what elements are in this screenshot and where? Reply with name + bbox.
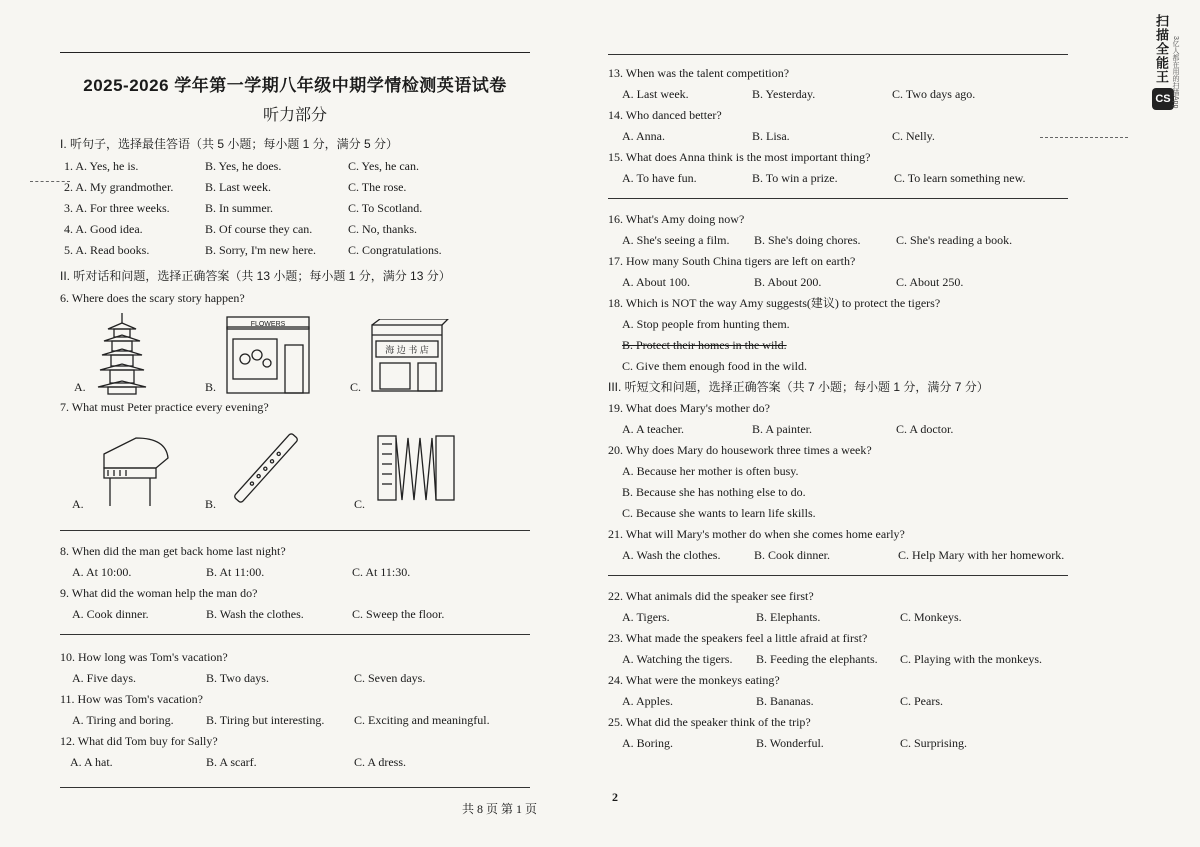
q23-question: 23. What made the speakers feel a little afraid at first? xyxy=(608,631,868,645)
left-margin-dash-line xyxy=(30,181,70,182)
q7-label-c: C. xyxy=(354,497,366,511)
q21-options xyxy=(608,545,1068,566)
q7-option-b xyxy=(205,418,325,512)
q21-option-c: C. Help Mary with her homework. xyxy=(898,548,1065,562)
q23-option-a: A. Watching the tigers. xyxy=(622,652,733,666)
q12-options xyxy=(60,752,530,773)
q24-option-a: A. Apples. xyxy=(622,694,673,708)
q4-option-c: C. No, thanks. xyxy=(348,222,417,236)
q12-option-c: C. A dress. xyxy=(354,755,407,769)
scanner-name: 扫描全能王 xyxy=(1154,14,1169,84)
q6-option-c xyxy=(350,309,470,395)
q21-option-b: B. Cook dinner. xyxy=(754,548,831,562)
scanner-watermark xyxy=(1152,14,1179,110)
q1-row xyxy=(60,156,530,177)
q17-option-a: A. About 100. xyxy=(622,275,691,289)
q19-question: 19. What does Mary's mother do? xyxy=(608,401,770,415)
page-number: 2 xyxy=(612,790,618,804)
q20-option-b: B. Because she has nothing else to do. xyxy=(622,485,806,499)
q25-option-c: C. Surprising. xyxy=(900,736,968,750)
q7-pictures xyxy=(60,418,530,512)
q11-option-a: A. Tiring and boring. xyxy=(72,713,174,727)
q12-question: 12. What did Tom buy for Sally? xyxy=(60,734,218,748)
q21-option-a: A. Wash the clothes. xyxy=(622,548,721,562)
q6-option-a xyxy=(60,309,170,395)
recorder-image xyxy=(221,426,311,510)
q15-options xyxy=(608,168,1068,189)
section-1-heading: I. 听句子，选择最佳答语（共 5 小题；每小题 1 分，满分 5 分） xyxy=(60,137,399,151)
q14-option-a: A. Anna. xyxy=(622,129,665,143)
q13-question: 13. When was the talent competition? xyxy=(608,66,790,80)
top-rule xyxy=(60,52,530,53)
q8-option-b: B. At 11:00. xyxy=(206,565,265,579)
q10-option-a: A. Five days. xyxy=(72,671,136,685)
q14-option-b: B. Lisa. xyxy=(752,129,790,143)
q20-option-a: A. Because her mother is often busy. xyxy=(622,464,799,478)
q9-option-b: B. Wash the clothes. xyxy=(206,607,304,621)
q16-question: 16. What's Amy doing now? xyxy=(608,212,745,226)
q23-options xyxy=(608,649,1068,670)
q23-option-c: C. Playing with the monkeys. xyxy=(900,652,1042,666)
q17-option-b: B. About 200. xyxy=(754,275,822,289)
q19-option-b: B. A painter. xyxy=(752,422,812,436)
q17-question: 17. How many South China tigers are left on earth? xyxy=(608,254,856,268)
q19-options xyxy=(608,419,1068,440)
q6-label-c: C. xyxy=(350,380,362,394)
accordion-image xyxy=(376,430,456,506)
page-footer: 共 8 页 第 1 页 xyxy=(462,802,538,816)
q3-option-b: B. In summer. xyxy=(205,201,273,215)
q10-option-c: C. Seven days. xyxy=(354,671,426,685)
q17-options xyxy=(608,272,1068,293)
q3-option-a: 3. A. For three weeks. xyxy=(64,201,170,215)
bookstore-image xyxy=(370,319,454,395)
q8-option-a: A. At 10:00. xyxy=(72,565,132,579)
q16-options xyxy=(608,230,1068,251)
q8-question: 8. When did the man get back home last night? xyxy=(60,544,286,558)
q6-pictures xyxy=(60,309,530,395)
q5-option-c: C. Congratulations. xyxy=(348,243,442,257)
q18-option-a: A. Stop people from hunting them. xyxy=(622,317,790,331)
q19-option-a: A. A teacher. xyxy=(622,422,684,436)
q1-option-c: C. Yes, he can. xyxy=(348,159,419,173)
q4-row xyxy=(60,219,530,240)
q9-question: 9. What did the woman help the man do? xyxy=(60,586,258,600)
q16-option-b: B. She's doing chores. xyxy=(754,233,861,247)
scanner-tagline: 3亿人都在用的扫描App xyxy=(1172,36,1179,109)
q25-option-b: B. Wonderful. xyxy=(756,736,824,750)
q25-question: 25. What did the speaker think of the trip? xyxy=(608,715,811,729)
q15-option-c: C. To learn something new. xyxy=(894,171,1026,185)
q15-option-b: B. To win a prize. xyxy=(752,171,838,185)
flower-shop-image xyxy=(225,315,311,395)
q3-row xyxy=(60,198,530,219)
q10-question: 10. How long was Tom's vacation? xyxy=(60,650,228,664)
q25-options xyxy=(608,733,1068,754)
q8-option-c: C. At 11:30. xyxy=(352,565,411,579)
q12-option-b: B. A scarf. xyxy=(206,755,257,769)
q6-question: 6. Where does the scary story happen? xyxy=(60,291,245,305)
q7-question: 7. What must Peter practice every evening? xyxy=(60,400,269,414)
q20-option-c: C. Because she wants to learn life skills. xyxy=(622,506,816,520)
section-3-heading: III. 听短文和问题，选择正确答案（共 7 小题；每小题 1 分，满分 7 分） xyxy=(608,380,989,394)
q14-option-c: C. Nelly. xyxy=(892,129,935,143)
q2-option-a: 2. A. My grandmother. xyxy=(64,180,174,194)
section-2-heading: II. 听对话和问题，选择正确答案（共 13 小题；每小题 1 分，满分 13 分） xyxy=(60,269,451,283)
q25-option-a: A. Boring. xyxy=(622,736,673,750)
q7-option-a xyxy=(60,418,180,512)
q17-option-c: C. About 250. xyxy=(896,275,964,289)
q7-label-a: A. xyxy=(72,497,84,511)
q24-question: 24. What were the monkeys eating? xyxy=(608,673,780,687)
q13-option-b: B. Yesterday. xyxy=(752,87,816,101)
q13-option-a: A. Last week. xyxy=(622,87,689,101)
q18-question: 18. Which is NOT the way Amy suggests(建议) to protect the tigers? xyxy=(608,296,941,310)
right-column xyxy=(608,54,1068,754)
q10-option-b: B. Two days. xyxy=(206,671,269,685)
q18-option-c: C. Give them enough food in the wild. xyxy=(622,359,807,373)
q11-option-c: C. Exciting and meaningful. xyxy=(354,713,490,727)
q19-option-c: C. A doctor. xyxy=(896,422,954,436)
scanner-logo-icon: CS xyxy=(1152,88,1174,110)
piano-image xyxy=(96,434,172,508)
q12-option-a: A. A hat. xyxy=(70,755,113,769)
pagoda-image xyxy=(92,311,152,395)
q6-label-a: A. xyxy=(74,380,86,394)
q2-option-c: C. The rose. xyxy=(348,180,407,194)
q2-option-b: B. Last week. xyxy=(205,180,271,194)
bookstore-sign: 海 边 书 店 xyxy=(385,345,429,355)
q22-options xyxy=(608,607,1068,628)
q22-option-b: B. Elephants. xyxy=(756,610,821,624)
left-column xyxy=(60,52,530,788)
q5-row xyxy=(60,240,530,261)
q11-option-b: B. Tiring but interesting. xyxy=(206,713,325,727)
q6-option-b xyxy=(205,309,315,395)
q9-option-c: C. Sweep the floor. xyxy=(352,607,445,621)
q5-option-b: B. Sorry, I'm new here. xyxy=(205,243,317,257)
q9-option-a: A. Cook dinner. xyxy=(72,607,149,621)
q10-options xyxy=(60,668,530,689)
q14-question: 14. Who danced better? xyxy=(608,108,722,122)
q23-option-b: B. Feeding the elephants. xyxy=(756,652,878,666)
q4-option-b: B. Of course they can. xyxy=(205,222,313,236)
q9-options xyxy=(60,604,530,625)
q24-option-b: B. Bananas. xyxy=(756,694,814,708)
q24-option-c: C. Pears. xyxy=(900,694,943,708)
q20-question: 20. Why does Mary do housework three times a week? xyxy=(608,443,872,457)
q11-options xyxy=(60,710,530,731)
q24-options xyxy=(608,691,1068,712)
q22-question: 22. What animals did the speaker see first? xyxy=(608,589,814,603)
q14-options xyxy=(608,126,1068,147)
q5-option-a: 5. A. Read books. xyxy=(64,243,150,257)
q13-option-c: C. Two days ago. xyxy=(892,87,976,101)
q11-question: 11. How was Tom's vacation? xyxy=(60,692,203,706)
q3-option-c: C. To Scotland. xyxy=(348,201,423,215)
page-subtitle: 听力部分 xyxy=(262,107,327,124)
q13-options xyxy=(608,84,1068,105)
divider-3 xyxy=(60,787,530,788)
q16-option-a: A. She's seeing a film. xyxy=(622,233,730,247)
q15-question: 15. What does Anna think is the most important thing? xyxy=(608,150,871,164)
q1-option-b: B. Yes, he does. xyxy=(205,159,282,173)
q6-label-b: B. xyxy=(205,380,217,394)
flowers-sign: FLOWERS xyxy=(250,321,286,328)
q15-option-a: A. To have fun. xyxy=(622,171,697,185)
q2-row xyxy=(60,177,530,198)
q7-label-b: B. xyxy=(205,497,217,511)
q8-options xyxy=(60,562,530,583)
q16-option-c: C. She's reading a book. xyxy=(896,233,1013,247)
q18-option-b: B. Protect their homes in the wild. xyxy=(622,338,787,352)
q21-question: 21. What will Mary's mother do when she comes home early? xyxy=(608,527,905,541)
q7-option-c xyxy=(350,418,470,512)
q1-option-a: 1. A. Yes, he is. xyxy=(64,159,139,173)
q22-option-a: A. Tigers. xyxy=(622,610,670,624)
q22-option-c: C. Monkeys. xyxy=(900,610,962,624)
margin-dash-line xyxy=(1040,137,1128,138)
q4-option-a: 4. A. Good idea. xyxy=(64,222,143,236)
page-title: 2025-2026 学年第一学期八年级中期学情检测英语试卷 xyxy=(83,76,507,95)
